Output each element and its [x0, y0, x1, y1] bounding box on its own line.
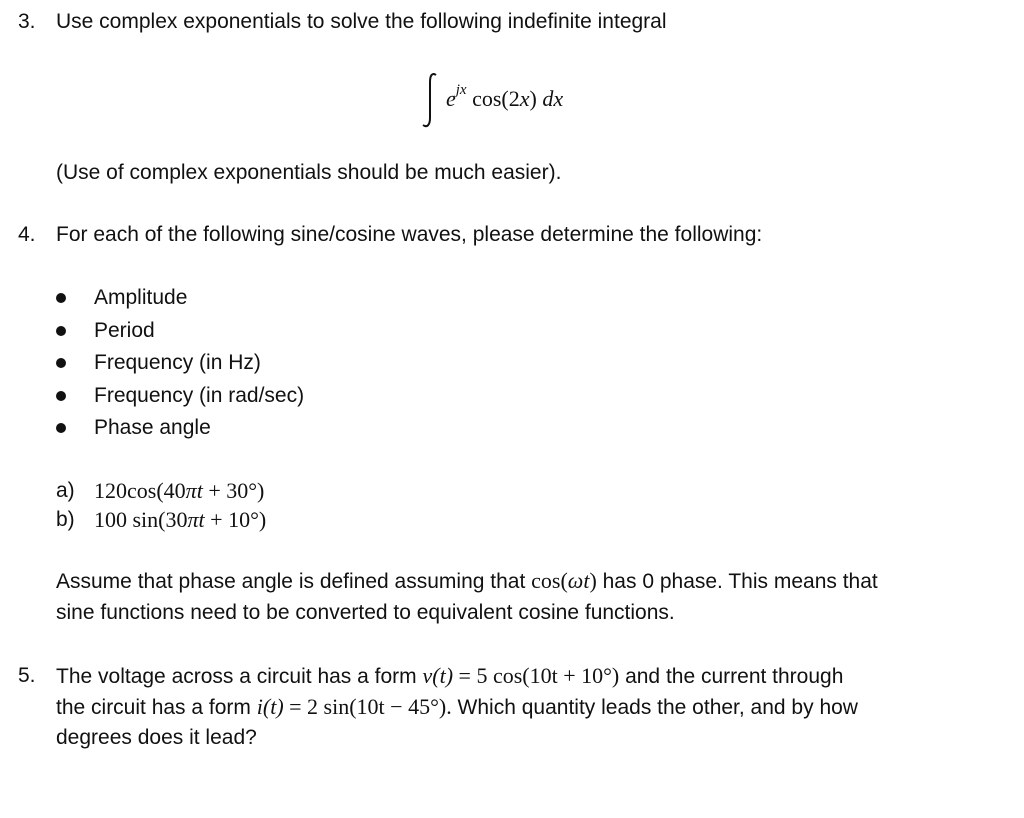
assume-math-pre: cos(: [531, 568, 568, 593]
bullet-frequency-hz: Frequency (in Hz): [94, 351, 261, 374]
q4-prompt: For each of the following sine/cosine waves, please determine the following:: [56, 223, 763, 246]
q5-text-3: the circuit has a form: [56, 696, 251, 719]
bullet-frequency-rad: Frequency (in rad/sec): [94, 384, 305, 407]
bullet-dot: [56, 358, 66, 368]
item-b-post: + 10°): [204, 507, 267, 532]
q5-text-2: and the current through: [625, 665, 844, 688]
q5-text-4: Which quantity leads the other, and by how: [457, 696, 858, 719]
bullet-dot: [56, 423, 66, 433]
bullet-dot: [56, 326, 66, 336]
item-a-post: + 30°): [202, 478, 265, 503]
q5-v-rhs: = 5 cos(10t + 10°): [458, 663, 620, 688]
bullet-dot: [56, 293, 66, 303]
q4-number: 4.: [18, 223, 36, 246]
integral-var: x: [519, 86, 530, 111]
bullet-amplitude: Amplitude: [94, 286, 188, 309]
integral-sign: [420, 70, 440, 130]
integral-base: e: [446, 86, 456, 111]
bullet-period: Period: [94, 319, 155, 342]
integral-differential: dx: [542, 86, 564, 111]
q5-line-2: [56, 694, 858, 721]
item-b-pi: π: [187, 507, 199, 532]
q5-v-arg: (t): [432, 663, 454, 688]
bullet-phase-angle: Phase angle: [94, 416, 211, 439]
item-b-expression: [94, 507, 266, 533]
integral-exponent: jx: [455, 81, 467, 98]
q3-prompt: Use complex exponentials to solve the following indefinite integral: [56, 10, 667, 33]
assume-math-post: ): [589, 568, 597, 593]
q3-note: (Use of complex exponentials should be much easier).: [56, 161, 562, 184]
item-a-t: t: [196, 478, 203, 503]
item-a-expression: [94, 478, 264, 504]
integral-close: ): [529, 86, 537, 111]
item-b-label: b): [56, 508, 75, 531]
q5-i-arg: (t): [262, 694, 284, 719]
item-a-pi: π: [185, 478, 197, 503]
integral-expression: [446, 81, 564, 112]
q5-line-1: [56, 663, 843, 690]
assume-text-1: Assume that phase angle is defined assuming that: [56, 570, 526, 593]
q5-v-func: v: [422, 663, 433, 688]
q5-i-rhs: = 2 sin(10t − 45°).: [289, 694, 452, 719]
item-a-label: a): [56, 479, 75, 502]
assume-line-2: sine functions need to be converted to equivalent cosine functions.: [56, 601, 675, 624]
q3-number: 3.: [18, 10, 36, 33]
item-b-t: t: [198, 507, 205, 532]
q5-text-1: The voltage across a circuit has a form: [56, 665, 417, 688]
bullet-dot: [56, 391, 66, 401]
assume-text-2: has 0 phase. This means that: [602, 570, 878, 593]
item-a-pre: 120cos(40: [94, 478, 186, 503]
assume-line-1: [56, 568, 878, 595]
integral-func: cos(2: [472, 86, 520, 111]
q5-line-3: degrees does it lead?: [56, 726, 257, 749]
q5-number: 5.: [18, 664, 36, 687]
assume-math-var: ωt: [567, 568, 590, 593]
q5-i-func: i: [256, 694, 263, 719]
item-b-pre: 100 sin(30: [94, 507, 188, 532]
